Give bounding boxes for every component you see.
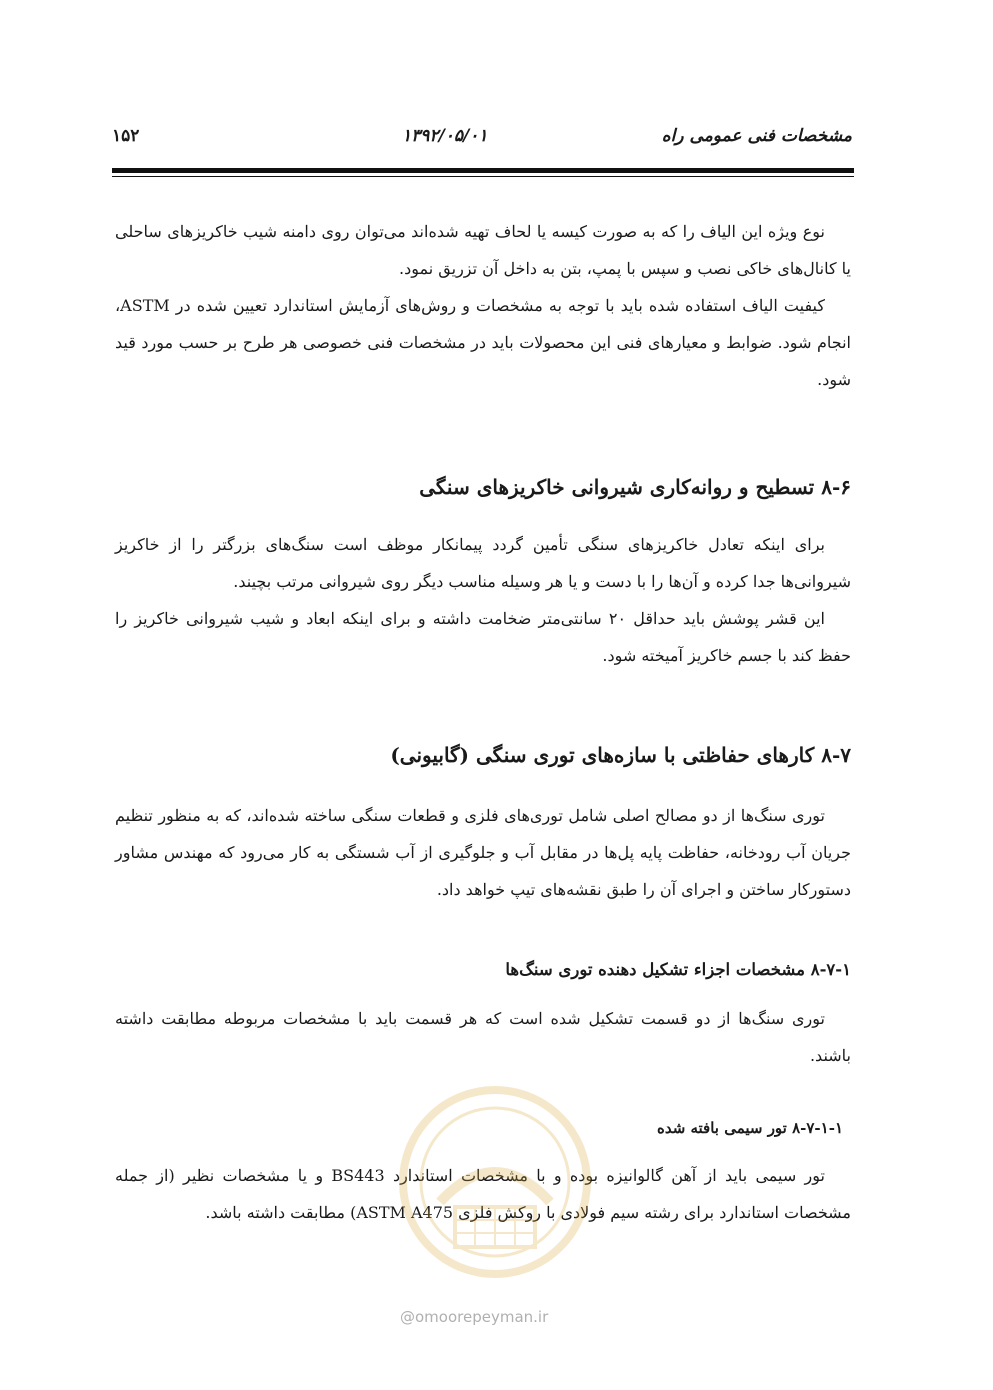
section-8-7 <box>115 797 851 908</box>
heading-8-7-1-1: ۸-۷-۱-۱ تور سیمی بافته شده <box>656 1119 843 1137</box>
watermark-site-text: @omoorepeyman.ir <box>400 1308 549 1326</box>
section-8-7-1 <box>115 1000 851 1074</box>
page-header <box>112 126 852 166</box>
heading-8-7: ۸-۷ کارهای حفاظتی با سازه‌های توری سنگی (گابیونی) <box>390 743 851 767</box>
header-title: مشخصات فنی عمومی راه <box>661 126 852 146</box>
header-rule-thin <box>112 176 854 177</box>
watermark-logo-icon <box>395 1082 595 1282</box>
header-date: ۱۳۹۲/۰۵/۰۱ <box>402 126 488 146</box>
paragraph: این قشر پوشش باید حداقل ۲۰ سانتی‌متر ضخامت داشته و برای اینکه ابعاد و شیب شیروانی خاکریز را حفظ کند با جسم خاکریز آمیخته شود. <box>115 609 851 665</box>
paragraph: برای اینکه تعادل خاکریزهای سنگی تأمین گردد پیمانکار موظف است سنگ‌های بزرگتر را از خاکریز شیروانی‌ها جدا کرده و آن‌ها را با دست و یا هر وسیله مناسب دیگر روی شیروانی مرتب بچیند. <box>115 535 851 591</box>
heading-8-6: ۸-۶ تسطیح و روانه‌کاری شیروانی خاکریزهای سنگی <box>419 475 851 499</box>
paragraph: نوع ویژه این الیاف را که به صورت کیسه یا لحاف تهیه شده‌اند می‌توان روی دامنه شیب خاکریزهای ساحلی یا کانال‌های خاکی نصب و سپس با پمپ، بتن به داخل آن تزریق نمود. <box>115 222 851 278</box>
section-heading <box>115 955 851 985</box>
paragraph: توری سنگ‌ها از دو مصالح اصلی شامل توری‌های فلزی و قطعات سنگی ساخته شده‌اند، که به منظور تنظیم جریان آب رودخانه، حفاظت پایه پل‌ها در مقابل آب و جلوگیری از آب شستگی به کار می‌رود که مهندس مشاور دستورکار ساختن و اجرای آن را طبق نقشه‌های تیپ خواهد داد. <box>115 806 851 899</box>
heading-8-7-1: ۸-۷-۱ مشخصات اجزاء تشکیل دهنده توری سنگ‌ها <box>505 960 851 979</box>
page-number: ۱۵۲ <box>112 126 140 146</box>
section-heading <box>115 472 851 502</box>
section-8-5-tail <box>115 213 851 398</box>
paragraph: کیفیت الیاف استفاده شده باید با توجه به مشخصات و روش‌های آزمایش استاندارد تعیین شده در ASTM، انجام شود. ضوابط و معیارهای فنی این محصولات باید در مشخصات فنی خصوصی هر طرح بر حسب مورد قید شود. <box>115 296 851 389</box>
paragraph: تور سیمی باید از آهن گالوانیزه بوده و با مشخصات استاندارد BS443 و یا مشخصات نظیر (از جمله مشخصات استاندارد برای رشته سیم فولادی با روکش فلزی ASTM A475) مطابقت داشته باشد. <box>115 1166 851 1222</box>
section-heading <box>115 740 851 770</box>
paragraph: توری سنگ‌ها از دو قسمت تشکیل شده است که هر قسمت باید با مشخصات مربوطه مطابقت داشته باشند. <box>115 1009 851 1065</box>
section-8-6 <box>115 526 851 674</box>
header-rule-thick <box>112 168 854 173</box>
